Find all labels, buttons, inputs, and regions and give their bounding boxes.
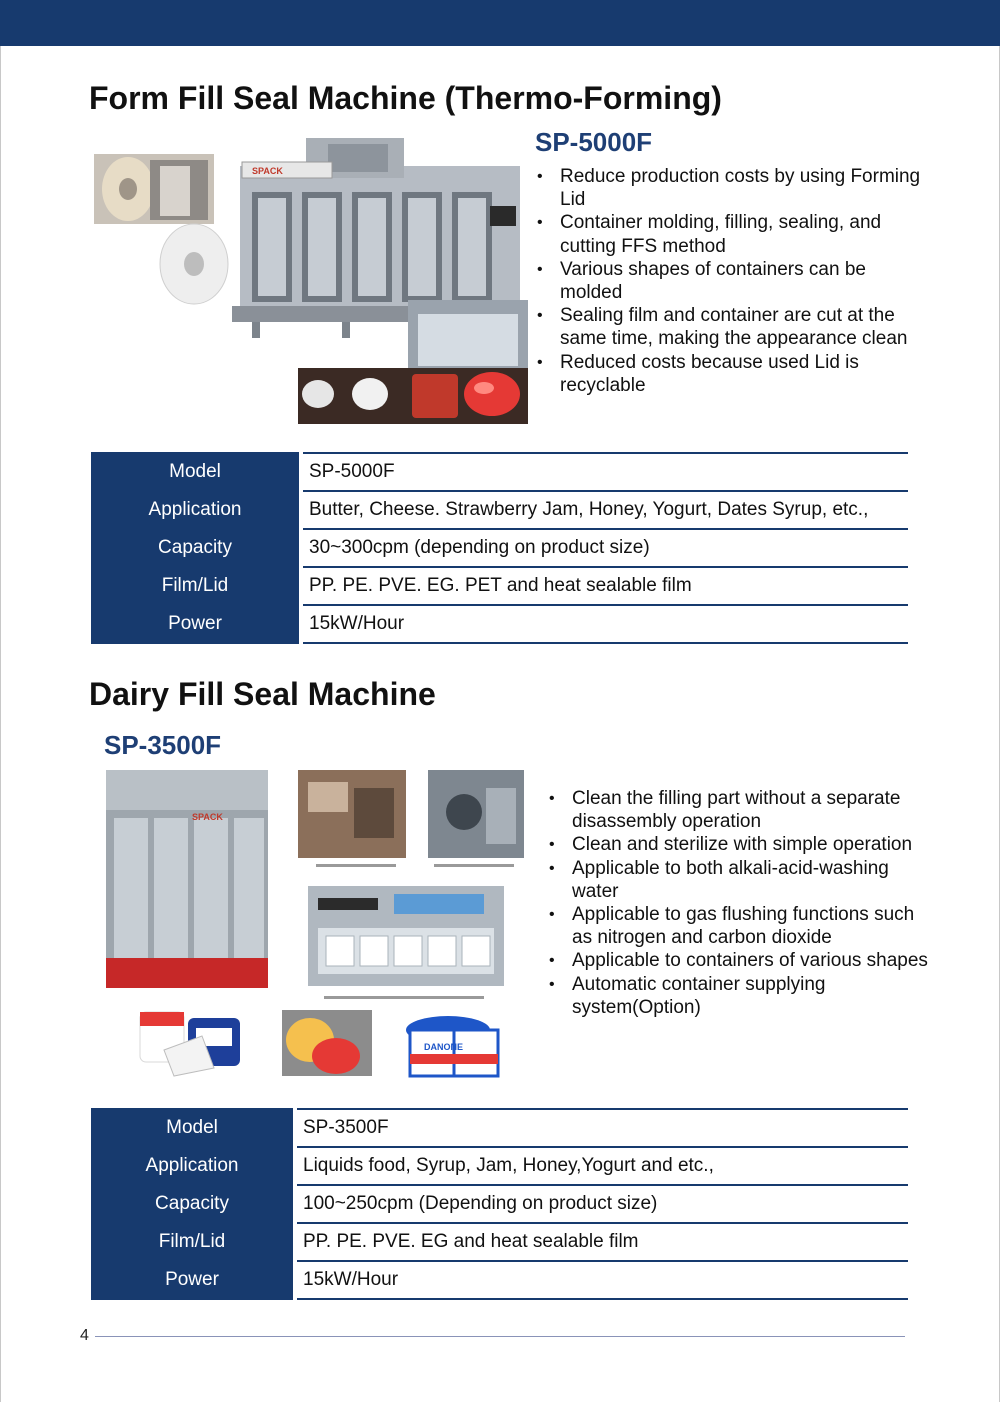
table-row: [91, 529, 908, 567]
header-bar: [0, 0, 1000, 46]
table-row: [91, 1261, 908, 1299]
table-row: [91, 567, 908, 605]
product-samples-strip: [298, 368, 528, 424]
table-row: [91, 1223, 908, 1261]
spec-key-application: Application: [91, 491, 301, 529]
spec-table-sp5000f: [91, 452, 908, 644]
feature-item: • Automatic container supplying system(Option): [546, 973, 936, 1019]
feature-item: • Reduced costs because used Lid is recyclable: [534, 351, 924, 397]
page-border-left: [0, 46, 1, 1402]
spec-value-film-lid: PP. PE. PVE. EG and heat sealable film: [295, 1223, 908, 1261]
spec-value-power: 15kW/Hour: [295, 1261, 908, 1299]
model-title-sp3500f: SP-3500F: [104, 730, 222, 760]
spec-key-film-lid: Film/Lid: [91, 1223, 295, 1261]
spec-key-power: Power: [91, 1261, 295, 1299]
spec-value-application: Liquids food, Syrup, Jam, Honey,Yogurt and etc.,: [295, 1147, 908, 1185]
product-label: DANONE: [424, 1042, 464, 1052]
page-number: 4: [80, 1327, 89, 1344]
feature-item: • Applicable to containers of various shapes: [546, 949, 936, 972]
product-cups-right: [406, 1016, 498, 1076]
spec-value-application: Butter, Cheese. Strawberry Jam, Honey, Yogurt, Dates Syrup, etc.,: [301, 491, 908, 529]
feature-list-sp5000f: [534, 165, 924, 397]
feature-item: • Applicable to gas flushing functions such as nitrogen and carbon dioxide: [546, 903, 936, 949]
spec-value-film-lid: PP. PE. PVE. EG. PET and heat sealable film: [301, 567, 908, 605]
spec-key-power: Power: [91, 605, 301, 643]
table-row: [91, 1109, 908, 1147]
machine-photo-sp5000f: [92, 136, 528, 426]
spec-value-power: 15kW/Hour: [301, 605, 908, 643]
machine-body-image: [106, 770, 268, 988]
feature-item: • Reduce production costs by using Forming Lid: [534, 165, 924, 211]
spec-value-capacity: 30~300cpm (depending on product size): [301, 529, 908, 567]
feature-item: • Clean and sterilize with simple operation: [546, 833, 936, 856]
table-row: [91, 1185, 908, 1223]
spec-table-sp3500f: [91, 1108, 908, 1300]
spec-key-film-lid: Film/Lid: [91, 567, 301, 605]
spec-key-model: Model: [91, 1109, 295, 1147]
spec-key-model: Model: [91, 453, 301, 491]
table-row: [91, 491, 908, 529]
spec-key-capacity: Capacity: [91, 1185, 295, 1223]
feature-item: • Various shapes of containers can be molded: [534, 258, 924, 304]
spec-value-model: SP-5000F: [301, 453, 908, 491]
brand-label: SPACK: [192, 812, 223, 822]
spec-key-application: Application: [91, 1147, 295, 1185]
machine-photo-sp3500f: [104, 768, 528, 1084]
film-roll-image: [94, 154, 214, 224]
feature-list-sp3500f: [546, 787, 936, 1019]
model-title-sp5000f: SP-5000F: [535, 127, 653, 157]
feature-item: • Applicable to both alkali-acid-washing water: [546, 857, 936, 903]
product-cups-center: [282, 1010, 372, 1076]
spec-value-model: SP-3500F: [295, 1109, 908, 1147]
section-title-form-fill-seal: Form Fill Seal Machine (Thermo-Forming): [89, 80, 722, 116]
spec-value-capacity: 100~250cpm (Depending on product size): [295, 1185, 908, 1223]
table-row: [91, 605, 908, 643]
feature-item: • Container molding, filling, sealing, and cutting FFS method: [534, 211, 924, 257]
feature-item: • Sealing film and container are cut at the same time, making the appearance clean: [534, 304, 924, 350]
section-title-dairy-fill-seal: Dairy Fill Seal Machine: [89, 676, 436, 712]
feature-item: • Clean the filling part without a separate disassembly operation: [546, 787, 936, 833]
footer-divider: [95, 1336, 905, 1337]
spec-key-capacity: Capacity: [91, 529, 301, 567]
brand-label: SPACK: [252, 166, 283, 176]
table-row: [91, 1147, 908, 1185]
table-row: [91, 453, 908, 491]
